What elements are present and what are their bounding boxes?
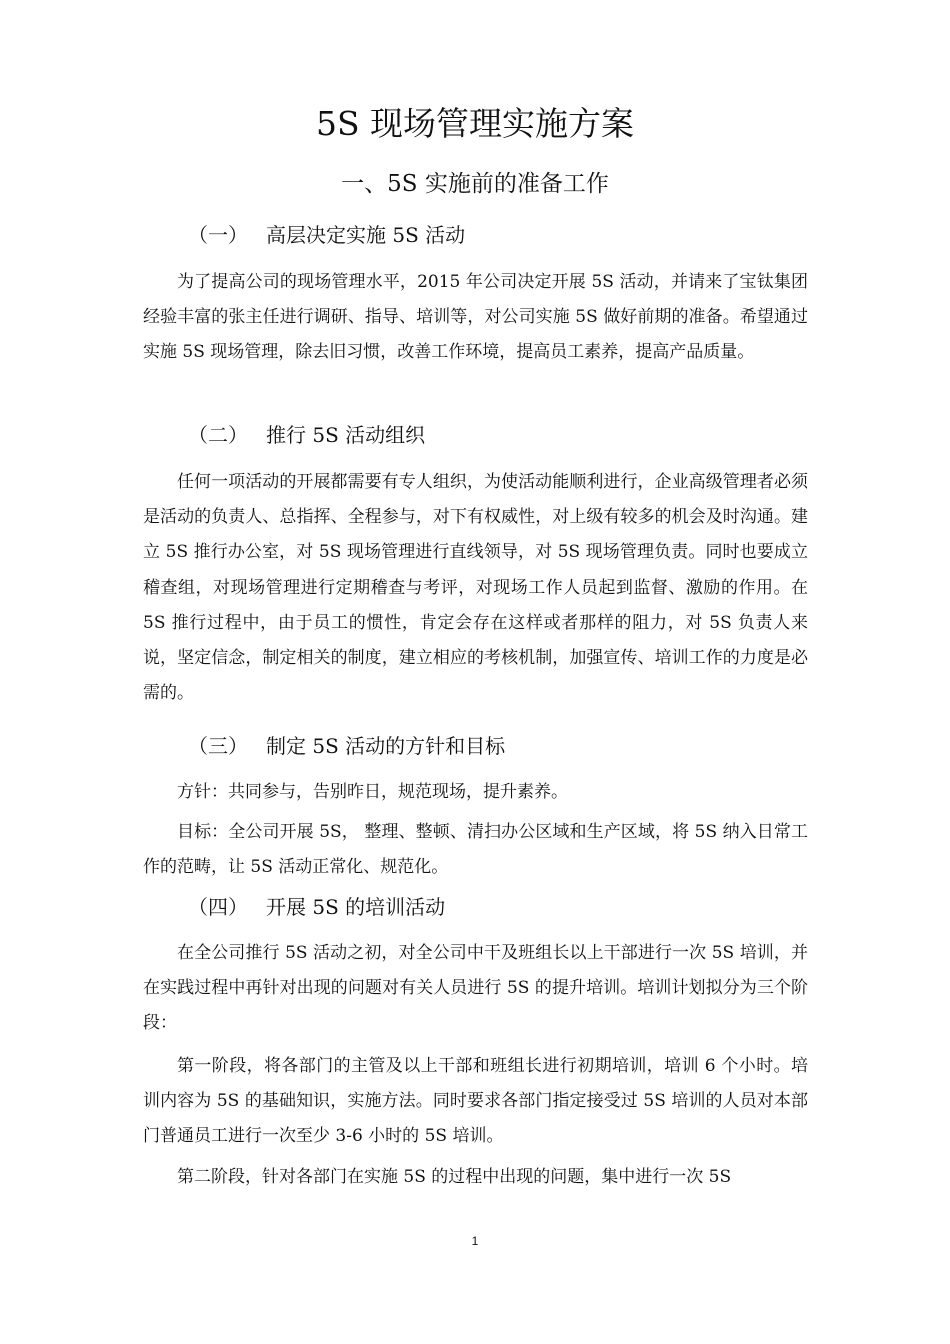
subsection-number: （三） xyxy=(188,734,248,758)
paragraph-training-intro: 在全公司推行 5S 活动之初，对全公司中干及班组长以上干部进行一次 5S 培训，并在实践过程中再针对出现的问题对有关人员进行 5S 的提升培训。培训计划拟分为三个阶段： xyxy=(143,943,808,1034)
subsection-heading-text: 开展 5S 的培训活动 xyxy=(266,895,446,919)
paragraph-policy: 方针：共同参与，告别昨日，规范现场，提升素养。 xyxy=(177,782,568,802)
paragraph-organization: 任何一项活动的开展都需要有专人组织，为使活动能顺利进行，企业高级管理者必须是活动的负责人、总指挥、全程参与，对下有权威性，对上级有较多的机会及时沟通。建立 5S 推行办公室，对 5S 现场管理进行直线领导，对 5S 现场管理负责。同时也要成立稽查组，对现场管理进行定期稽查与考评，对现场工作人员起到监督、激励的作用。在 5S 推行过程中，由于员工的惯性，肯定会存在这样或者那样的阻力，对 5S 负责人来说，坚定信念，制定相关的制度，建立相应的考核机制，加强宣传、培训工作的力度是必需的。 xyxy=(143,472,808,704)
subsection-number: （一） xyxy=(188,223,248,247)
subsection-heading-1 xyxy=(188,219,465,251)
page-title: 5S 现场管理实施方案 xyxy=(315,104,635,143)
subsection-heading-text: 推行 5S 活动组织 xyxy=(266,423,426,447)
paragraph-training-phase-2: 第二阶段，针对各部门在实施 5S 的过程中出现的问题，集中进行一次 5S xyxy=(177,1167,732,1187)
subsection-number: （二） xyxy=(188,423,248,447)
subsection-number: （四） xyxy=(188,895,248,919)
paragraph-decision: 为了提高公司的现场管理水平，2015 年公司决定开展 5S 活动，并请来了宝钛集团经验丰富的张主任进行调研、指导、培训等，对公司实施 5S 做好前期的准备。希望通过实施 5S 现场管理，除去旧习惯，改善工作环境，提高员工素养，提高产品质量。 xyxy=(143,272,808,363)
subsection-heading-text: 制定 5S 活动的方针和目标 xyxy=(266,734,506,758)
page-number: 1 xyxy=(471,1234,479,1248)
paragraph-goal: 目标：全公司开展 5S， 整理、整顿、清扫办公区域和生产区域，将 5S 纳入日常工作的范畴，让 5S 活动正常化、规范化。 xyxy=(143,822,808,878)
subsection-heading-3 xyxy=(188,730,505,762)
section-heading-preparation: 一、5S 实施前的准备工作 xyxy=(341,171,609,197)
subsection-heading-text: 高层决定实施 5S 活动 xyxy=(266,223,466,247)
subsection-heading-4 xyxy=(188,891,445,923)
subsection-heading-2 xyxy=(188,419,425,451)
paragraph-training-phase-1: 第一阶段，将各部门的主管及以上干部和班组长进行初期培训，培训 6 个小时。培训内容为 5S 的基础知识，实施方法。同时要求各部门指定接受过 5S 培训的人员对本部门普通员工进行一次至少 3-6 小时的 5S 培训。 xyxy=(143,1056,808,1147)
